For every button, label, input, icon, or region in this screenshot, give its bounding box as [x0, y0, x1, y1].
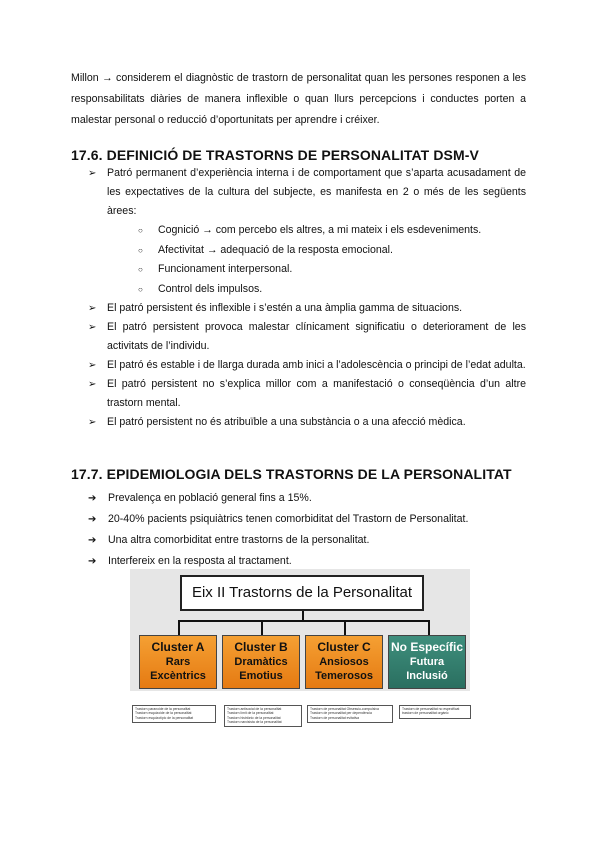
epidemiology-item: ➔ Una altra comorbiditat entre trastorns de la personalitat.: [88, 530, 528, 551]
definition-item: ➢ El patró persistent és inflexible i s’estén a una àmplia gamma de situacions.: [88, 299, 526, 318]
area-item: ○ Control dels impulsos.: [129, 280, 526, 300]
epidemiology-item: ➔ Interfereix en la resposta al tractament.: [88, 551, 528, 572]
cluster-line: Emotius: [239, 670, 283, 682]
areas-list: [107, 221, 526, 299]
epidemiology-item: ➔ Prevalença en població general fins a 15%.: [88, 488, 528, 509]
legend-line: trastorn de personalitat orgànic: [402, 711, 449, 716]
area-item: ○ Cognició → com percebo els altres, a mi mateix i els esdeveniments.: [129, 221, 526, 241]
legend-cluster-a: [132, 705, 216, 723]
definition-item: ➢ El patró persistent provoca malestar clínicament significatiu o deteriorament de les activitats de l’individu.: [88, 318, 526, 356]
definition-item: ➢ El patró persistent no s’explica millor com a manifestació o conseqüència d’un altre trastorn mental.: [88, 375, 526, 413]
cluster-line: Dramàtics: [234, 656, 288, 668]
area-item: ○ Afectivitat → adequació de la resposta emocional.: [129, 241, 526, 261]
legend-line: Trastorn paranoide de la personalitat: [135, 707, 191, 711]
legend-line: Trastorn de personalitat Obsessiu-compulsiva: [310, 707, 379, 711]
intro-paragraph: Millon → considerem el diagnòstic de trastorn de personalitat quan les persones responen a les responsabilitats diàries de manera inflexible o quan llurs percepcions i conductes porten a malestar personal o reducció d’oportunitats per aprendre i créixer.: [71, 72, 526, 126]
epidemiology-item: ➔ 20-40% pacients psiquiàtrics tenen comorbiditat del Trastorn de Personalitat.: [88, 509, 528, 530]
cluster-b-box: [222, 635, 300, 689]
legend-cluster-b: [224, 705, 302, 727]
connector-line: [261, 620, 263, 635]
legend-unspecified: [399, 705, 471, 719]
legend-line: Trastorn histriònic de la personalitat: [227, 715, 281, 720]
section-heading-definition: 17.6. DEFINICIÓ DE TRASTORNS DE PERSONALITAT DSM-V: [71, 147, 479, 163]
cluster-line: Inclusió: [406, 670, 448, 682]
legend-line: Trastorn narcisista de la personalitat: [227, 719, 282, 724]
cluster-title: Cluster C: [317, 640, 371, 654]
personality-disorders-diagram: [130, 569, 470, 691]
legend-line: Trastorn antisocial de la personalitat: [227, 707, 282, 711]
epidemiology-list: [88, 488, 528, 572]
cluster-line: Futura: [409, 656, 445, 668]
connector-line: [344, 620, 346, 635]
definition-item: ➢ El patró és estable i de llarga durada amb inici a l’adolescència o principi de l’edat adulta.: [88, 356, 526, 375]
definition-item: [88, 164, 526, 299]
cluster-line: Ansiosos: [319, 656, 369, 668]
cluster-a-box: [139, 635, 217, 689]
definition-item: ➢ El patró persistent no és atribuïble a una substància o a una afecció mèdica.: [88, 413, 526, 432]
connector-line: [428, 620, 430, 635]
legend-line: Trastorn de personalitat no especificat: [402, 707, 460, 711]
legend-line: Trastorn límit de la personalitat: [227, 711, 274, 716]
section-heading-epidemiology: 17.7. EPIDEMIOLOGIA DELS TRASTORNS DE LA PERSONALITAT: [71, 466, 512, 482]
legend-cluster-c: [307, 705, 393, 723]
cluster-c-box: [305, 635, 383, 689]
cluster-line: Temerosos: [315, 670, 373, 682]
legend-line: Trastorn esquizoide de la personalitat: [135, 711, 192, 716]
area-item: ○ Funcionament interpersonal.: [129, 260, 526, 280]
legend-line: Trastorn esquizotípic de la personalitat: [135, 715, 194, 720]
definition-text: Patró permanent d’experiència interna i de comportament que s’aparta acusadament de les expectatives de la cultura del subjecte, es manifesta en 2 o més de les següents àrees:: [107, 167, 526, 217]
connector-line: [178, 620, 430, 622]
cluster-unspecified-box: [388, 635, 466, 689]
legend-line: Trastorn de personalitat evitativa: [310, 715, 360, 720]
cluster-line: Excèntrics: [150, 670, 206, 682]
definition-list: [88, 164, 526, 432]
legend-line: Trastorn de personalitat per dependència: [310, 711, 372, 716]
cluster-title: Cluster B: [234, 640, 288, 654]
cluster-title: No Específic: [390, 640, 464, 654]
diagram-root-box: Eix II Trastorns de la Personalitat: [180, 575, 424, 611]
cluster-title: Cluster A: [151, 640, 205, 654]
connector-line: [178, 620, 180, 635]
cluster-line: Rars: [165, 656, 191, 668]
